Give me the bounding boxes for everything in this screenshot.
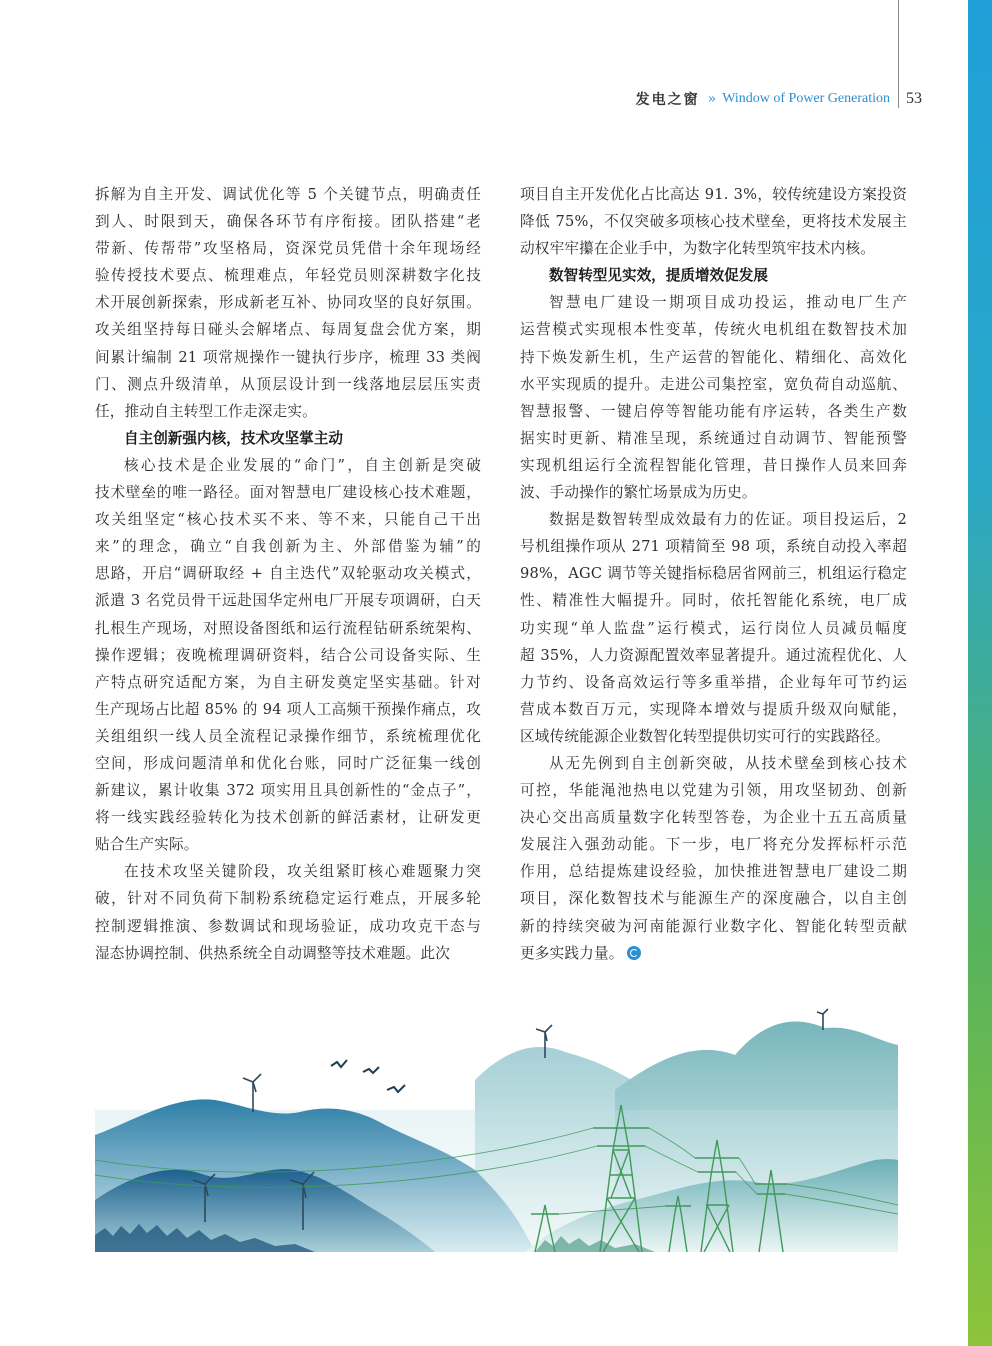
text-line: 决心交出高质量数字化转型答卷，为企业十五五高质量 bbox=[520, 809, 907, 827]
text-line: 扎根生产现场，对照设备图纸和运行流程钻研系统架构、 bbox=[95, 619, 481, 637]
text-line: 思路，开启“调研取经 + 自主迭代”双轮驱动攻关模式， bbox=[95, 565, 481, 583]
paragraph bbox=[520, 181, 907, 262]
text-line: 空间，形成问题清单和优化台账，同时广泛征集一线创 bbox=[95, 754, 481, 772]
paragraph bbox=[95, 858, 481, 966]
text-line: 从无先例到自主创新突破，从技术壁垒到核心技术 bbox=[549, 754, 907, 772]
paragraph bbox=[95, 181, 481, 425]
text-line: 新的持续突破为河南能源行业数字化、智能化转型贡献 bbox=[520, 917, 907, 935]
text-line: 门、测点升级清单，从顶层设计到一线落地层层压实责 bbox=[95, 375, 481, 393]
text-line: 核心技术是企业发展的“命门”，自主创新是突破 bbox=[124, 456, 481, 474]
text-line: 贴合生产实际。 bbox=[95, 836, 199, 854]
text-line: 来”的理念，确立“自我创新为主、外部借鉴为辅”的 bbox=[95, 538, 481, 556]
section-heading: 数智转型见实效，提质增效促发展 bbox=[549, 267, 768, 285]
text-line: 湿态协调控制、供热系统全自动调整等技术难题。此次 bbox=[95, 944, 451, 962]
section-heading: 自主创新强内核，技术攻坚掌主动 bbox=[124, 429, 343, 447]
text-line: 术开展创新探索，形成新老互补、协同攻坚的良好氛围。 bbox=[95, 294, 481, 312]
text-line: 攻关组坚定“核心技术买不来、等不来，只能自己干出 bbox=[95, 511, 481, 529]
paragraph bbox=[520, 750, 907, 967]
text-line: 发展注入强劲动能。下一步，电厂将充分发挥标杆示范 bbox=[520, 836, 907, 854]
text-line: 超 35%，人力资源配置效率显著提升。通过流程优化、人 bbox=[520, 646, 907, 664]
text-line: 力节约、设备高效运行等多重举措，企业每年可节约运 bbox=[520, 673, 907, 691]
text-line: 新建议，累计收集 372 项实用且具创新性的“金点子”， bbox=[95, 782, 481, 800]
text-line: 关组组织一线人员全流程记录操作细节，系统梳理优化 bbox=[95, 727, 481, 745]
side-color-bar bbox=[968, 0, 992, 1346]
right-column bbox=[520, 181, 907, 967]
text-line: 项目自主开发优化占比高达 91. 3%，较传统建设方案投资 bbox=[520, 186, 907, 203]
section-title-en: Window of Power Generation bbox=[722, 91, 890, 106]
text-line: 实现机组运行全流程智能化管理，昔日操作人员来回奔 bbox=[520, 456, 907, 474]
text-line: 性、精准性大幅提升。同时，依托智能化系统，电厂成 bbox=[520, 592, 907, 610]
text-line: 间累计编制 21 项常规操作一键执行步序，梳理 33 类阀 bbox=[95, 348, 481, 366]
text-line: 水平实现质的提升。走进公司集控室，宽负荷自动巡航、 bbox=[520, 375, 907, 393]
paragraph bbox=[520, 289, 907, 506]
text-line: 产特点研究适配方案，为自主研发奠定坚实基础。针对 bbox=[95, 673, 481, 691]
left-column bbox=[95, 181, 481, 967]
text-line: 智慧报警、一键启停等智能功能有序运转，各类生产数 bbox=[520, 402, 907, 420]
text-line: 验传授技术要点、梳理难点，年轻党员则深耕数字化技 bbox=[95, 267, 481, 285]
text-line: 拆解为自主开发、调试优化等 5 个关键节点，明确责任 bbox=[95, 186, 481, 203]
text-line: 到人、时限到天，确保各环节有序衔接。团队搭建“老 bbox=[95, 213, 481, 231]
paragraph bbox=[520, 506, 907, 750]
text-line: 技术壁垒的唯一路径。面对智慧电厂建设核心技术难题， bbox=[95, 484, 481, 502]
text-line: 操作逻辑；夜晚梳理调研资料，结合公司设备实际、生 bbox=[95, 646, 481, 664]
section-title-cn: 发电之窗 bbox=[635, 92, 700, 108]
text-line: 营成本数百万元，实现降本增效与提质升级双向赋能， bbox=[520, 700, 907, 718]
paragraph bbox=[95, 452, 481, 858]
text-line: 运营模式实现根本性变革，传统火电机组在数智技术加 bbox=[520, 321, 907, 339]
text-line: 派遣 3 名党员骨干远赴国华定州电厂开展专项调研，白天 bbox=[95, 592, 481, 610]
text-line: 98%，AGC 调节等关键指标稳居省网前三，机组运行稳定 bbox=[520, 565, 907, 583]
text-line: 降低 75%，不仅突破多项核心技术壁垒，更将技术发展主 bbox=[520, 213, 907, 231]
text-line: 项目，深化数智技术与能源生产的深度融合，以自主创 bbox=[520, 890, 907, 908]
text-line: 区域传统能源企业数智化转型提供切实可行的实践路径。 bbox=[520, 727, 890, 745]
landscape-illustration bbox=[95, 1000, 898, 1252]
page-number: 53 bbox=[906, 90, 922, 107]
article-end-mark-icon bbox=[627, 946, 641, 960]
text-line: 任，推动自主转型工作走深走实。 bbox=[95, 402, 317, 420]
text-line: 作用，总结提炼建设经验，加快推进智慧电厂建设二期 bbox=[520, 863, 907, 881]
running-header bbox=[560, 86, 890, 112]
text-line: 智慧电厂建设一期项目成功投运，推动电厂生产 bbox=[549, 294, 907, 312]
text-line: 可控，华能渑池热电以党建为引领，用攻坚韧劲、创新 bbox=[520, 782, 907, 800]
text-line: 波、手动操作的繁忙场景成为历史。 bbox=[520, 484, 757, 502]
text-line: 控制逻辑推演、参数调试和现场验证，成功攻克干态与 bbox=[95, 917, 481, 935]
text-line: 将一线实践经验转化为技术创新的鲜活素材，让研发更 bbox=[95, 809, 481, 827]
text-line: 破，针对不同负荷下制粉系统稳定运行难点，开展多轮 bbox=[95, 890, 481, 908]
text-line: 持下焕发新生机，生产运营的智能化、精细化、高效化 bbox=[520, 348, 907, 366]
text-line: 带新、传帮带”攻坚格局，资深党员凭借十余年现场经 bbox=[95, 240, 481, 258]
text-line: 更多实践力量。 bbox=[520, 940, 907, 967]
text-line: 生产现场占比超 85% 的 94 项人工高频干预操作痛点，攻 bbox=[95, 700, 481, 718]
text-line: 据实时更新、精准呈现，系统通过自动调节、智能预警 bbox=[520, 429, 907, 447]
text-line: 攻关组坚持每日碰头会解堵点、每周复盘会优方案，期 bbox=[95, 321, 481, 339]
text-line: 动权牢牢攥在企业手中，为数字化转型筑牢技术内核。 bbox=[520, 240, 876, 258]
mountain-wind-pylon-illustration bbox=[95, 1000, 898, 1252]
text-line: 在技术攻坚关键阶段，攻关组紧盯核心难题聚力突 bbox=[124, 863, 481, 881]
double-chevron-icon: » bbox=[707, 91, 717, 107]
text-line: 号机组操作项从 271 项精简至 98 项，系统自动投入率超 bbox=[520, 538, 907, 556]
header-divider bbox=[898, 0, 899, 108]
text-line: 功实现“单人监盘”运行模式，运行岗位人员减员幅度 bbox=[520, 619, 907, 637]
text-line: 数据是数智转型成效最有力的佐证。项目投运后，2 bbox=[549, 511, 907, 529]
